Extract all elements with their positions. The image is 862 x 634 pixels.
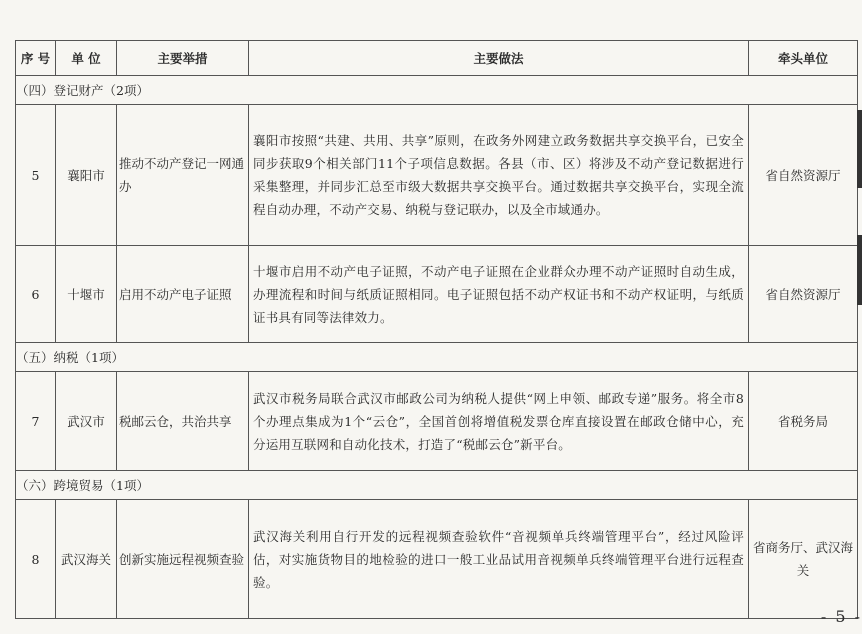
table-header-row bbox=[16, 41, 858, 76]
row-unit: 襄阳市 bbox=[56, 105, 117, 246]
row-unit: 武汉海关 bbox=[56, 500, 117, 619]
section-title: （六）跨境贸易（1项） bbox=[16, 471, 858, 500]
section-title: （四）登记财产（2项） bbox=[16, 76, 858, 105]
row-seq: 6 bbox=[16, 246, 56, 343]
header-seq: 序 号 bbox=[16, 41, 56, 76]
row-lead: 省商务厅、武汉海关 bbox=[749, 500, 858, 619]
header-lead: 牵头单位 bbox=[749, 41, 858, 76]
table-row bbox=[16, 105, 858, 246]
section-title: （五）纳税（1项） bbox=[16, 343, 858, 372]
table-row bbox=[16, 500, 858, 619]
row-unit: 十堰市 bbox=[56, 246, 117, 343]
header-method: 主要做法 bbox=[249, 41, 749, 76]
table-row bbox=[16, 372, 858, 471]
row-measure: 启用不动产电子证照 bbox=[117, 246, 249, 343]
row-seq: 5 bbox=[16, 105, 56, 246]
row-method: 襄阳市按照“共建、共用、共享”原则，在政务外网建立政务数据共享交换平台，已安全同步获取9个相关部门11个子项信息数据。各县（市、区）将涉及不动产登记数据进行采集整理，并同步汇总至市级大数据共享交换平台。通过数据共享交换平台，实现全流程自动办理，不动产交易、纳税与登记联办，以及全市域通办。 bbox=[249, 105, 749, 246]
row-seq: 7 bbox=[16, 372, 56, 471]
row-method: 十堰市启用不动产电子证照，不动产电子证照在企业群众办理不动产证照时自动生成，办理流程和时间与纸质证照相同。电子证照包括不动产权证书和不动产权证明，与纸质证书具有同等法律效力。 bbox=[249, 246, 749, 343]
row-method: 武汉市税务局联合武汉市邮政公司为纳税人提供“网上申领、邮政专递”服务。将全市8个办理点集成为1个“云仓”，全国首创将增值税发票仓库直接设置在邮政仓储中心，充分运用互联网和自动化技术，打造了“税邮云仓”新平台。 bbox=[249, 372, 749, 471]
header-measure: 主要举措 bbox=[117, 41, 249, 76]
page-number: - 5 - bbox=[820, 607, 862, 626]
row-lead: 省自然资源厅 bbox=[749, 105, 858, 246]
header-unit: 单 位 bbox=[56, 41, 117, 76]
measures-table bbox=[15, 40, 858, 619]
section-row bbox=[16, 76, 858, 105]
row-lead: 省自然资源厅 bbox=[749, 246, 858, 343]
row-seq: 8 bbox=[16, 500, 56, 619]
row-measure: 推动不动产登记一网通办 bbox=[117, 105, 249, 246]
row-method: 武汉海关利用自行开发的远程视频查验软件“音视频单兵终端管理平台”，经过风险评估，对实施货物目的地检验的进口一般工业品试用音视频单兵终端管理平台进行远程查验。 bbox=[249, 500, 749, 619]
row-lead: 省税务局 bbox=[749, 372, 858, 471]
page-edge-mark bbox=[857, 110, 862, 188]
section-row bbox=[16, 343, 858, 372]
row-unit: 武汉市 bbox=[56, 372, 117, 471]
row-measure: 创新实施远程视频查验 bbox=[117, 500, 249, 619]
section-row bbox=[16, 471, 858, 500]
row-measure: 税邮云仓，共治共享 bbox=[117, 372, 249, 471]
table-row bbox=[16, 246, 858, 343]
page-edge-mark bbox=[857, 235, 862, 305]
